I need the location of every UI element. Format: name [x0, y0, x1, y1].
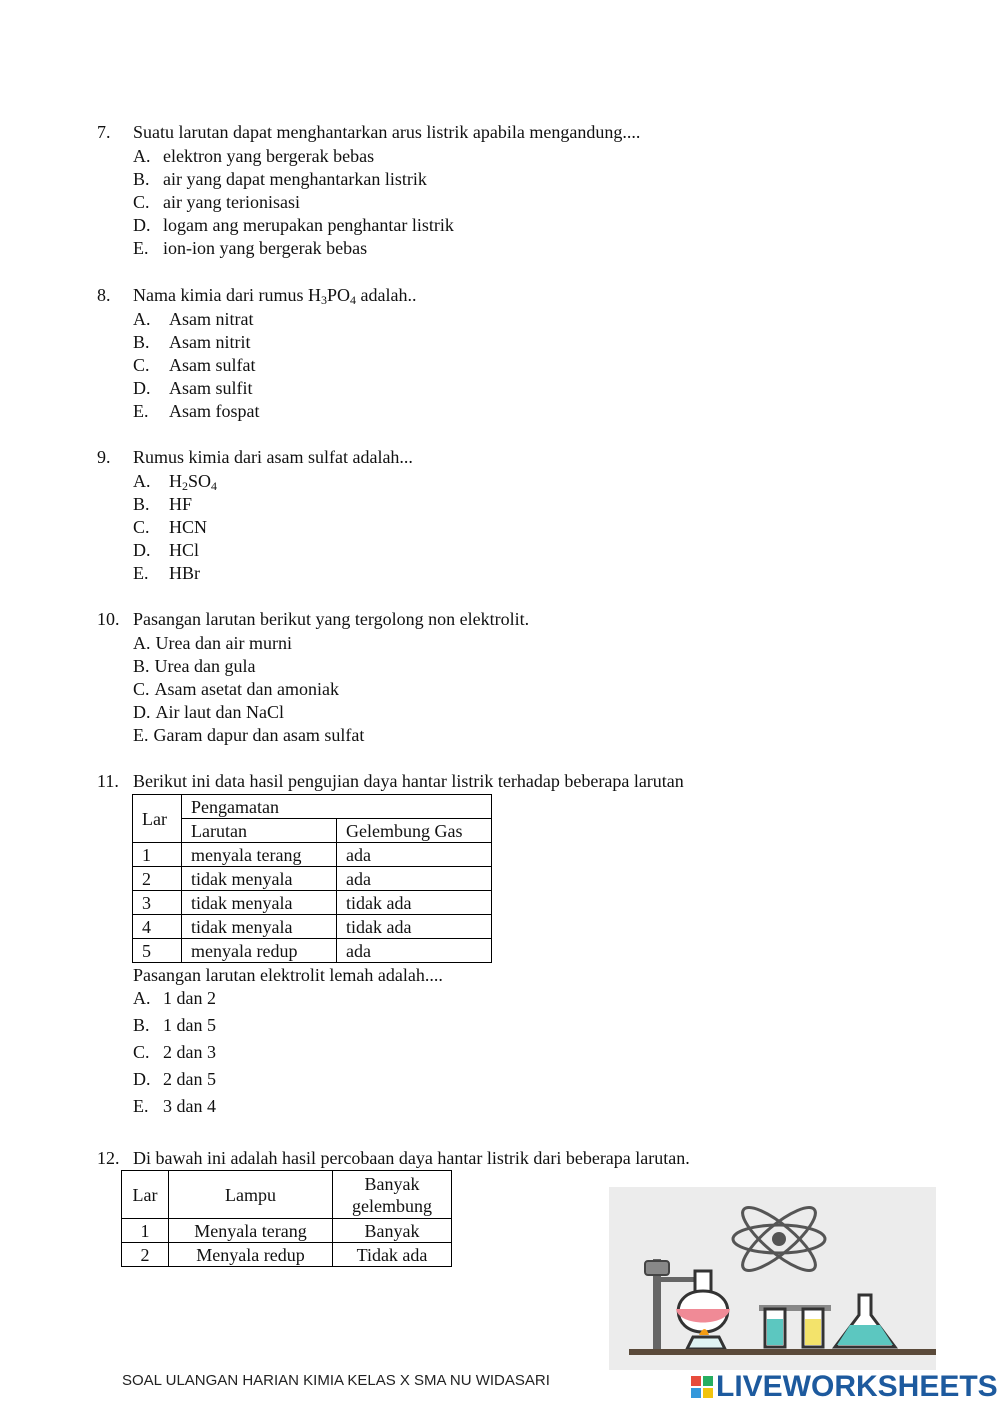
question-text: Rumus kimia dari asam sulfat adalah... [133, 447, 413, 467]
q11-subquestion: Pasangan larutan elektrolit lemah adalah.... [133, 965, 443, 985]
q10-option-a[interactable]: A. Urea dan air murni [133, 633, 292, 653]
q8-option-b[interactable]: B. Asam nitrit [133, 332, 251, 352]
q7-option-a[interactable]: A. elektron yang bergerak bebas [133, 146, 375, 166]
q7-option-e[interactable]: E. ion-ion yang bergerak bebas [133, 238, 368, 258]
q10-option-b[interactable]: B. Urea dan gula [133, 656, 256, 676]
table-row: 2 Menyala redup Tidak ada [122, 1243, 452, 1267]
question-number: 9. [97, 447, 111, 467]
q9-option-b[interactable]: B. HF [133, 494, 193, 514]
table-row: 1 Menyala terang Banyak [122, 1219, 452, 1243]
table-header-gas: Gelembung Gas [337, 819, 492, 843]
question-text: Berikut ini data hasil pengujian daya hantar listrik terhadap beberapa larutan [133, 771, 684, 791]
table-row: 2 tidak menyala ada [133, 867, 492, 891]
table-header-larutan: Larutan [182, 819, 337, 843]
question-text: Suatu larutan dapat menghantarkan arus listrik apabila mengandung.... [133, 122, 641, 142]
q9-option-e[interactable]: E. HBr [133, 563, 200, 583]
question-number: 10. [97, 609, 120, 629]
question-number: 8. [97, 285, 111, 305]
q10-option-c[interactable]: C. Asam asetat dan amoniak [133, 679, 339, 699]
q8-option-a[interactable]: A. Asam nitrat [133, 309, 254, 329]
lab-equipment-illustration [609, 1187, 936, 1370]
table-row: 4 tidak menyala tidak ada [133, 915, 492, 939]
question-text: Di bawah ini adalah hasil percobaan daya hantar listrik dari beberapa larutan. [133, 1148, 690, 1168]
q10-option-d[interactable]: D. Air laut dan NaCl [133, 702, 284, 722]
q7-option-b[interactable]: B. air yang dapat menghantarkan listrik [133, 169, 427, 189]
table-row: 5 menyala redup ada [133, 939, 492, 963]
q9-option-a[interactable]: A. $H_2SO_4$ [133, 471, 218, 493]
question-number: 7. [97, 122, 111, 142]
q11-option-d[interactable]: D. 2 dan 5 [133, 1069, 216, 1089]
q8-option-e[interactable]: E. Asam fospat [133, 401, 260, 421]
q9-option-d[interactable]: D. HCl [133, 540, 200, 560]
q7-option-c[interactable]: C. air yang terionisasi [133, 192, 300, 212]
q11-option-b[interactable]: B. 1 dan 5 [133, 1015, 216, 1035]
liveworksheets-logo[interactable]: LIVEWORKSHEETS [690, 1370, 998, 1404]
q11-data-table [132, 794, 492, 963]
table-header-lar: Lar [122, 1171, 169, 1219]
table-row: 3 tidak menyala tidak ada [133, 891, 492, 915]
table-row: 1 menyala terang ada [133, 843, 492, 867]
question-number: 12. [97, 1148, 120, 1168]
q11-option-a[interactable]: A. 1 dan 2 [133, 988, 216, 1008]
table-header-gelembung: Banyak gelembung [333, 1171, 452, 1219]
q11-option-c[interactable]: C. 2 dan 3 [133, 1042, 216, 1062]
q12-data-table [121, 1170, 452, 1267]
table-header-lampu: Lampu [169, 1171, 333, 1219]
chemistry-lab-icon [609, 1187, 936, 1370]
q11-option-e[interactable]: E. 3 dan 4 [133, 1096, 216, 1116]
table-header-pengamatan: Pengamatan [182, 795, 492, 819]
q9-option-c[interactable]: C. HCN [133, 517, 208, 537]
q8-option-c[interactable]: C. Asam sulfat [133, 355, 256, 375]
question-number: 11. [97, 771, 119, 791]
footer-text: SOAL ULANGAN HARIAN KIMIA KELAS X SMA NU WIDASARI [122, 1372, 550, 1389]
liveworksheets-icon [690, 1375, 714, 1399]
q10-option-e[interactable]: E. Garam dapur dan asam sulfat [133, 725, 365, 745]
question-text: Nama kimia dari rumus $H_3PO_4$ adalah.. [133, 285, 417, 307]
question-text: Pasangan larutan berikut yang tergolong non elektrolit. [133, 609, 530, 629]
q7-option-d[interactable]: D. logam ang merupakan penghantar listrik [133, 215, 454, 235]
table-header-lar: Lar [133, 795, 182, 843]
q8-option-d[interactable]: D. Asam sulfit [133, 378, 253, 398]
